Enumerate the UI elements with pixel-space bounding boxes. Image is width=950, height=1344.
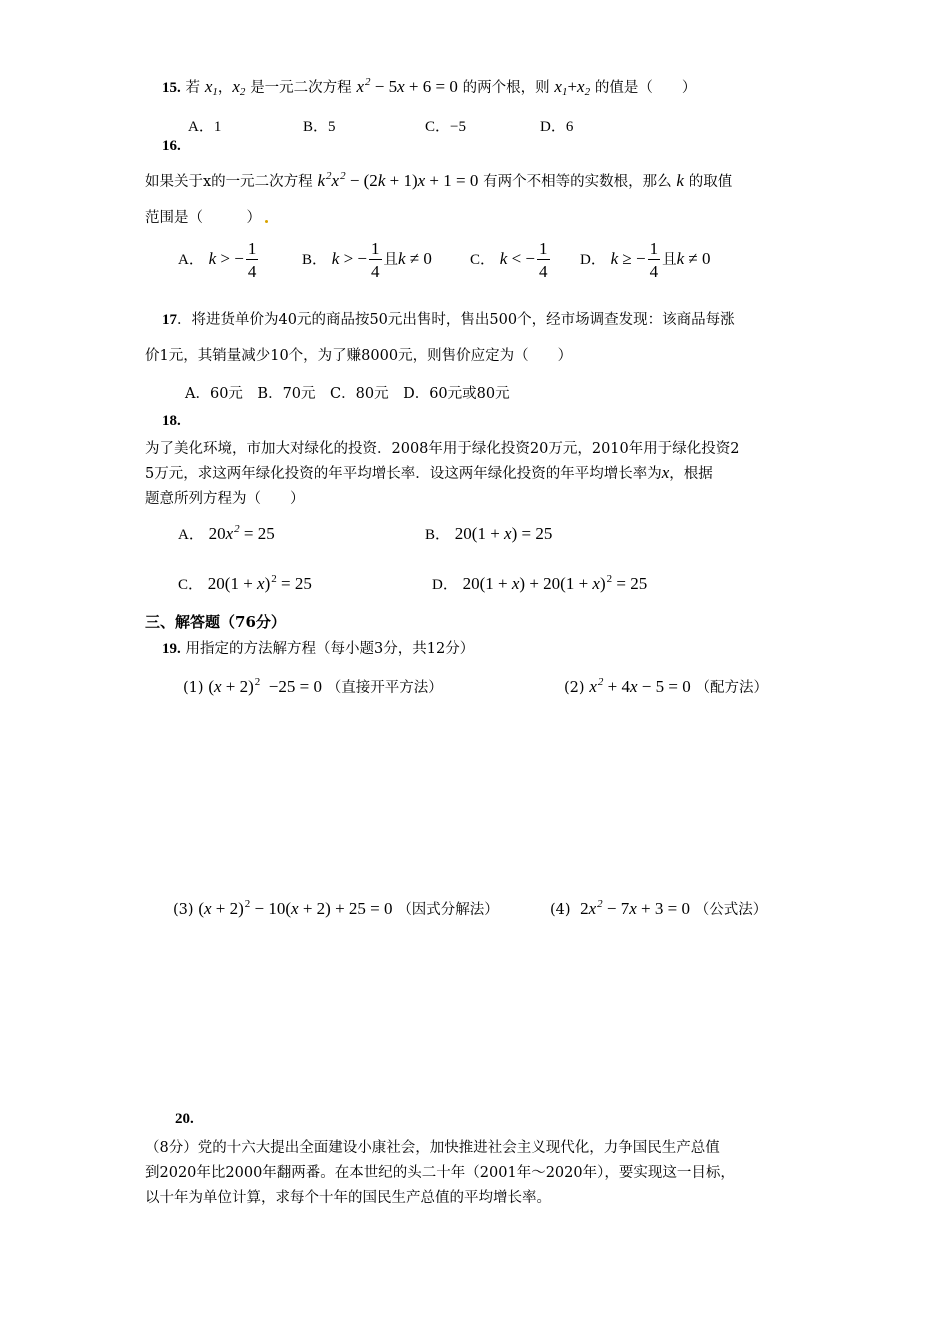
math-equation: $x^2$ — [356, 76, 371, 96]
question-16-option-d: D． k ≥ − $\frac{1}{4}$ 且k ≠ 0 — [580, 239, 711, 281]
math-equation: $k^2x^2$ — [317, 170, 346, 190]
question-15-option-d: D．6 — [540, 119, 574, 135]
section-3-title: 三、解答题（76分） — [145, 613, 286, 631]
question-17-stem: 17．将进货单价为40元的商品按50元出售时，售出500个，经市场调查发现：该商品每涨 — [162, 312, 735, 328]
question-15-option-c: C．−5 — [425, 119, 466, 135]
math-expression: $x_1$ — [554, 77, 568, 98]
question-18-number: 18. — [162, 413, 181, 429]
math-expression: $x_1$ — [204, 77, 218, 98]
question-16-number: 16. — [162, 138, 181, 154]
question-18-option-d: D． $20(1 + x) + 20(1 + x)^2 = 25$ — [432, 573, 648, 593]
question-15-option-b: B．5 — [303, 119, 336, 135]
question-15-number: 15. — [162, 80, 181, 96]
question-19-part-2: (2) $x^2 + 4x - 5 = 0$ （配方法） — [564, 676, 768, 696]
question-16-stem: 如果关于x的一元二次方程 $k^2x^2 - (2k + 1)x + 1 = 0$ 有两个不相等的实数根，那么 k 的取值 — [145, 170, 733, 190]
question-18-option-c: C． $20(1 + x)^2 = 25$ — [178, 573, 312, 593]
question-18-option-a: A． $20x^2 = 25$ — [178, 523, 275, 543]
question-16-option-b: B． k > − $\frac{1}{4}$ 且k ≠ 0 — [302, 239, 432, 281]
question-15-option-a: A．1 — [188, 119, 222, 135]
question-20-stem-line1: （8分）党的十六大提出全面建设小康社会，加快推进社会主义现代化，力争国民生产总值 — [145, 1140, 720, 1156]
question-15-stem: 15. 若 $x_1$，$x_2$ 是一元二次方程 $x^2 - 5x + 6 = 0$ 的两个根，则 $x_1+x_2$ 的值是（ ） — [162, 76, 697, 98]
question-16-option-c: C． k < − $\frac{1}{4}$ — [470, 239, 548, 281]
question-20-stem-line2: 到2020年比2000年翻两番。在本世纪的头二十年（2001年～2020年），要实现这一目标， — [145, 1165, 735, 1181]
question-18-option-b: B． 20(1 + x) = 25 — [425, 524, 553, 543]
question-19-part-4: (4) $2x^2 - 7x + 3 = 0$ （公式法） — [550, 898, 768, 918]
question-16-stem-line2: 范围是（ ） — [145, 206, 268, 227]
question-17-options: A．60元 B．70元 C．80元 D．60元或80元 — [185, 386, 510, 402]
math-expression: $x_2$ — [232, 77, 246, 98]
question-19-part-1: (1) $(x + 2)^2 -25 = 0$ （直接开平方法） — [183, 676, 443, 696]
question-20-number: 20. — [175, 1111, 194, 1127]
question-18-stem-line2: 5万元，求这两年绿化投资的年平均增长率．设这两年绿化投资的年平均增长率为x，根据 — [145, 463, 713, 482]
question-16-option-a: A． k > − $\frac{1}{4}$ — [178, 239, 257, 281]
marker-dot — [265, 220, 268, 223]
question-20-stem-line3: 以十年为单位计算，求每个十年的国民生产总值的平均增长率。 — [145, 1190, 551, 1206]
question-19-part-3: (3) $(x + 2)^2 - 10(x + 2) + 25 = 0$ （因式分解法） — [173, 898, 499, 918]
question-19-stem: 19. 用指定的方法解方程（每小题3分，共12分） — [162, 641, 475, 657]
question-18-stem-line3: 题意所列方程为（ ） — [145, 491, 305, 507]
question-18-stem-line1: 为了美化环境，市加大对绿化的投资．2008年用于绿化投资20万元，2010年用于绿化投资2 — [145, 441, 740, 457]
question-17-stem-line2: 价1元，其销量减少10个，为了赚8000元，则售价应定为（ ） — [145, 348, 573, 364]
